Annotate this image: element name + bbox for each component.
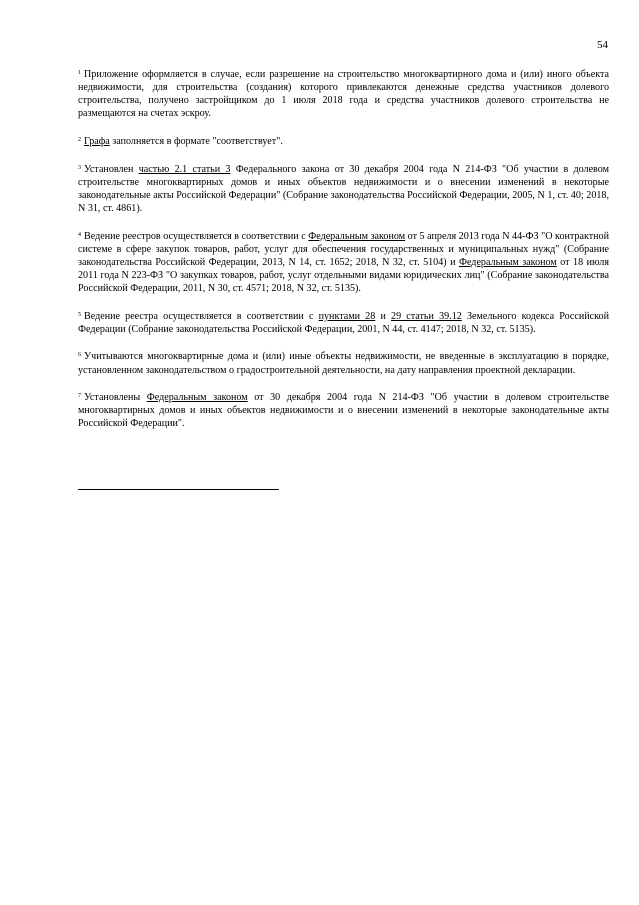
footnote-text: Установлены (84, 392, 147, 404)
footnote-marker: 6 (78, 352, 81, 359)
footnote-marker: 1 (78, 70, 81, 76)
footnote-text: и (375, 310, 392, 322)
footnote-text: Земельного кодекса Российской Федерации (Собрание законодательства Российской Федерации, 2001, N 44, ст. 4147; 2018, N 32, ст. 5135). (78, 310, 609, 335)
footnote-marker: 2 (78, 136, 81, 143)
footnote-text: заполняется в формате "соответствует". (109, 135, 283, 147)
footnote-marker: 7 (78, 393, 81, 400)
law-reference-link[interactable]: пунктами 28 (318, 310, 376, 322)
law-reference-link[interactable]: Графа (84, 135, 110, 147)
footnote-text: Приложение оформляется в случае, если разрешение на строительство многоквартирного дома и (или) иного объекта недвижимости, для строительства (создания) которого привлекаются денежные средства участников долевого строительства, получено застройщиком до 1 июля 2018 года и средства участников долевого строительства не размещаются на счетах эскроу. (78, 69, 609, 120)
footnote-7 (78, 391, 609, 430)
law-reference-link[interactable]: частью 2.1 статьи 3 (138, 163, 231, 175)
footnote-1 (78, 68, 609, 120)
footnote-6 (78, 350, 609, 376)
page-number: 54 (597, 39, 608, 51)
footnote-text: Ведение реестра осуществляется в соответствии с (84, 310, 319, 322)
footnote-text: Федерального закона от 30 декабря 2004 года N 214-ФЗ "Об участии в долевом строительстве многоквартирных домов и иных объектов недвижимости и о внесении изменений в некоторые законодательные акты Российской Федерации" (Собрание законодательства Российской Федерации, 2005, N 1, ст. 40; 2018, N 31, ст. 4861). (78, 163, 609, 214)
footnote-4 (78, 230, 609, 295)
footnote-text: от 5 апреля 2013 года N 44-ФЗ "О контрактной системе в сфере закупок товаров, работ, услуг для обеспечения государственных и муниципальных нужд" (Собрание законодательства Российской Федерации, 2013, N 14, ст. 1652; 2018, N 32, ст. 5104) и (78, 230, 609, 268)
footnotes (78, 68, 609, 445)
footnote-marker: 4 (78, 231, 81, 238)
footnote-text: от 18 июля 2011 года N 223-ФЗ "О закупках товаров, работ, услуг отдельными видами юридических лиц" (Собрание законодательства Российской Федерации, 2011, N 30, ст. 4571; 2018, N 32, ст. 5135). (78, 256, 609, 294)
footnote-marker: 5 (78, 311, 81, 318)
law-reference-link[interactable]: Федеральным законом (308, 230, 406, 242)
footnote-text: Установлен (84, 163, 139, 175)
footnote-marker: 3 (78, 164, 81, 171)
law-reference-link[interactable]: 29 статьи 39.12 (391, 310, 462, 322)
law-reference-link[interactable]: Федеральным законом (146, 392, 248, 404)
footnote-separator-line (78, 489, 279, 490)
footnote-text: Ведение реестров осуществляется в соответствии с (84, 230, 309, 242)
footnote-2 (78, 135, 609, 148)
footnote-5 (78, 310, 609, 336)
law-reference-link[interactable]: Федеральным законом (458, 256, 557, 268)
footnote-text: от 30 декабря 2004 года N 214-ФЗ "Об участии в долевом строительстве многоквартирных домов и иных объектов недвижимости и о внесении изменений в некоторые законодательные акты Российской Федерации". (78, 392, 609, 430)
footnote-text: Учитываются многоквартирные дома и (или) иные объекты недвижимости, не введенные в эксплуатацию в порядке, установленном законодательством о градостроительной деятельности, на дату направления проектной декларации. (78, 351, 609, 376)
footnote-3 (78, 163, 609, 215)
